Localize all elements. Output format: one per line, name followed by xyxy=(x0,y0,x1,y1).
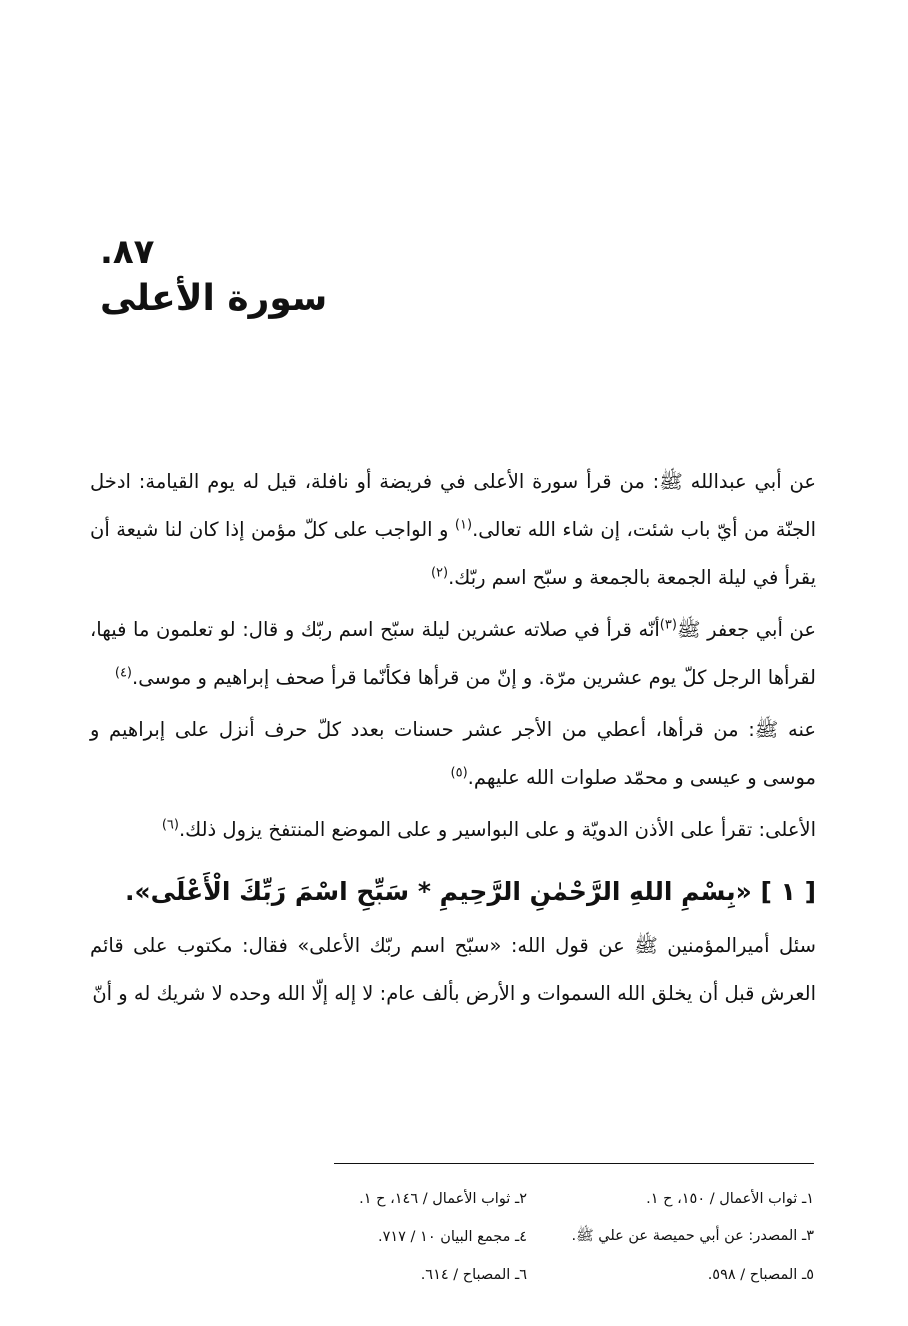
chapter-title: سورة الأعلى xyxy=(100,278,328,319)
quran-verse: [ ١ ] «بِسْمِ اللهِ الرَّحْمٰنِ الرَّحِيمِ * سَبِّحِ اسْمَ رَبِّكَ الْأَعْلَى». xyxy=(125,877,816,906)
footnote-divider xyxy=(334,1163,814,1164)
chapter-number: .٨٧ xyxy=(100,232,155,272)
paragraph-2 xyxy=(90,606,816,702)
footnote-5: ٥ـ المصباح / ٥٩٨. xyxy=(707,1267,814,1283)
main-text xyxy=(90,458,816,1022)
footnote-row xyxy=(240,1256,814,1294)
footnote-6: ٦ـ المصباح / ٦١٤. xyxy=(420,1267,527,1283)
paragraph-1 xyxy=(90,458,816,602)
footnote-ref-2: (٢) xyxy=(430,565,449,581)
footnotes xyxy=(240,1180,814,1294)
footnote-row xyxy=(240,1180,814,1218)
footnote-ref-4: (٤) xyxy=(114,665,132,681)
paragraph-2-text-2: أنّه قرأ في صلاته عشرين ليلة سبّح اسم ربّك و قال: لو تعلمون ما فيها، لقرأها الرجل كلّ يوم عشرين مرّة. و إنّ من قرأها فكأنّما قرأ صحف إبراهيم و موسى. xyxy=(90,618,816,689)
paragraph-5: سئل أميرالمؤمنين ﷺ عن قول الله: «سبّح اسم ربّك الأعلى» فقال: مكتوب على قائم العرش قبل أن يخلق الله السموات و الأرض بألف عام: لا إله إلّا الله وحده لا شريك له و أنّ xyxy=(90,934,816,1005)
paragraph-1-text: عن أبي عبدالله ﷺ: من قرأ سورة الأعلى في فريضة أو نافلة، قيل له يوم القيامة: ادخل الجنّة من أيّ باب شئت، إن شاء الله تعالى. xyxy=(90,470,817,541)
footnote-3: ٣ـ المصدر: عن أبي حميصة عن علي ﷺ. xyxy=(571,1227,814,1244)
footnote-ref-5: (٥) xyxy=(450,765,468,781)
footnote-2: ٢ـ ثواب الأعمال / ١٤٦، ح ١. xyxy=(359,1191,527,1207)
paragraph-1-text-2: و الواجب على كلّ مؤمن إذا كان لنا شيعة أن يقرأ في ليلة الجمعة بالجمعة و سبّح اسم ربّك. xyxy=(90,518,816,589)
footnote-1: ١ـ ثواب الأعمال / ١٥٠، ح ١. xyxy=(646,1191,814,1207)
footnote-row xyxy=(240,1218,814,1256)
footnote-ref-1: (١) xyxy=(454,517,473,533)
paragraph-2-text: عن أبي جعفر ﷺ xyxy=(676,618,816,641)
footnote-ref-6: (٦) xyxy=(161,817,179,833)
paragraph-3 xyxy=(90,706,816,802)
footnote-4: ٤ـ مجمع البيان ١٠ / ٧١٧. xyxy=(377,1229,527,1245)
paragraph-4 xyxy=(90,806,816,854)
footnote-ref-3: (٣) xyxy=(659,617,677,633)
paragraph-3-text: عنه ﷺ: من قرأها، أعطي من الأجر عشر حسنات بعدد كلّ حرف أنزل على إبراهيم و موسى و عيسى و محمّد صلوات الله عليهم. xyxy=(90,718,816,789)
paragraph-4-text: الأعلى: تقرأ على الأذن الدويّة و على البواسير و على الموضع المنتفخ يزول ذلك. xyxy=(178,818,816,841)
